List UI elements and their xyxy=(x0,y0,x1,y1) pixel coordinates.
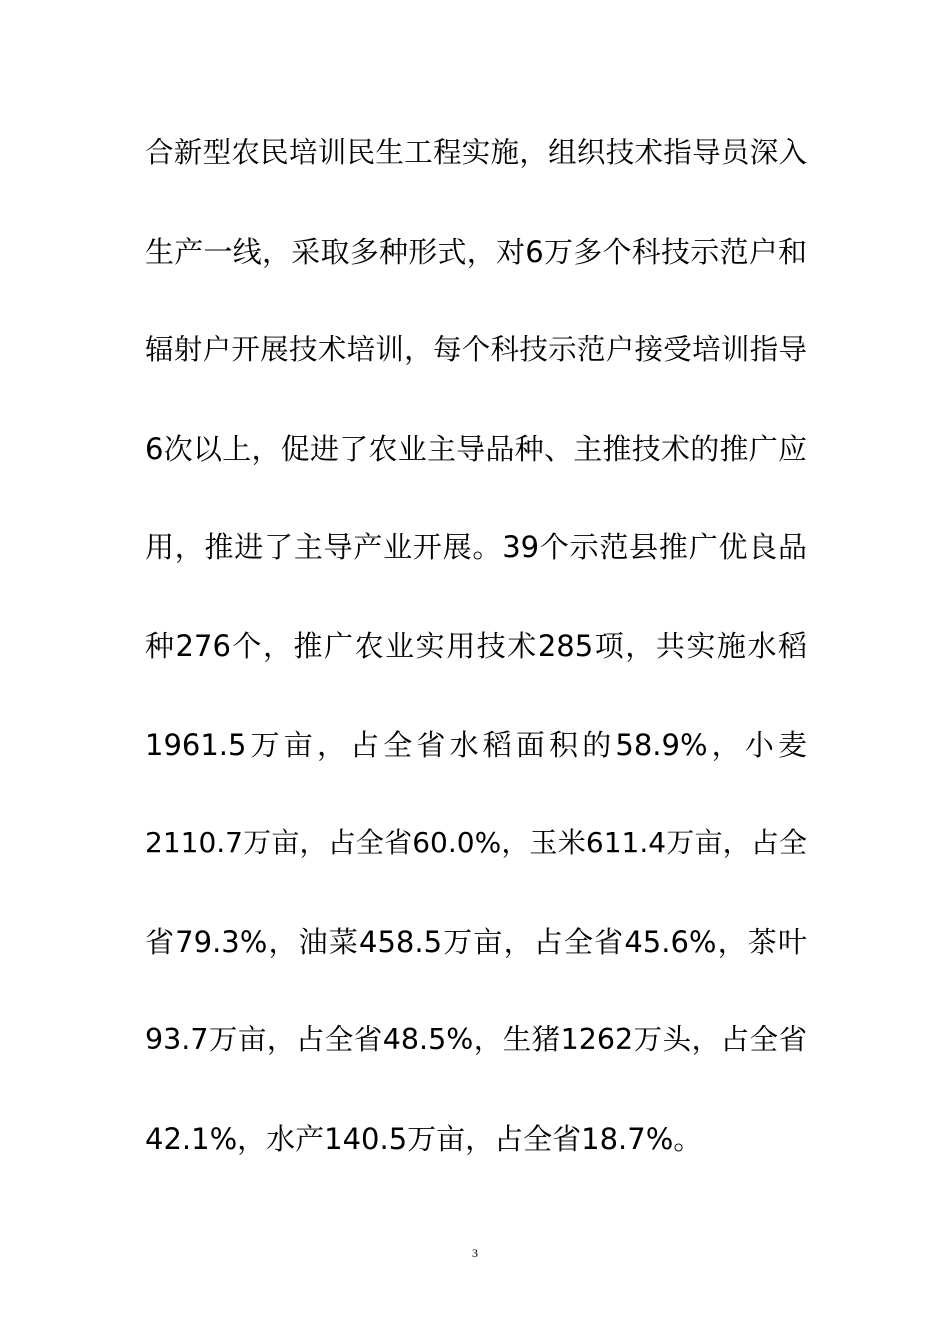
paragraph-line: 辐射户开展技术培训，每个科技示范户接受培训指导 xyxy=(145,333,807,367)
paragraph-line: 用，推进了主导产业开展。39个示范县推广优良品 xyxy=(145,530,807,565)
paragraph-line: 42.1%，水产140.5万亩，占全省18.7%。 xyxy=(145,1121,703,1156)
body-paragraph xyxy=(145,122,807,1207)
page-number: 3 xyxy=(472,1246,478,1260)
paragraph-line: 93.7万亩，占全省48.5%，生猪1262万头，占全省 xyxy=(145,1023,807,1057)
paragraph-line: 合新型农民培训民生工程实施，组织技术指导员深入 xyxy=(145,136,807,169)
paragraph-line: 1961.5万亩，占全省水稻面积的58.9%，小麦 xyxy=(145,727,807,762)
paragraph-line: 省79.3%，油菜458.5万亩，占全省45.6%，茶叶 xyxy=(145,924,807,959)
paragraph-line: 生产一线，采取多种形式，对6万多个科技示范户和 xyxy=(145,234,807,269)
paragraph-line: 2110.7万亩，占全省60.0%，玉米611.4万亩，占全 xyxy=(145,826,807,860)
paragraph-line: 种276个，推广农业实用技术285项，共实施水稻 xyxy=(145,628,807,663)
paragraph-line: 6次以上，促进了农业主导品种、主推技术的推广应 xyxy=(145,431,807,466)
